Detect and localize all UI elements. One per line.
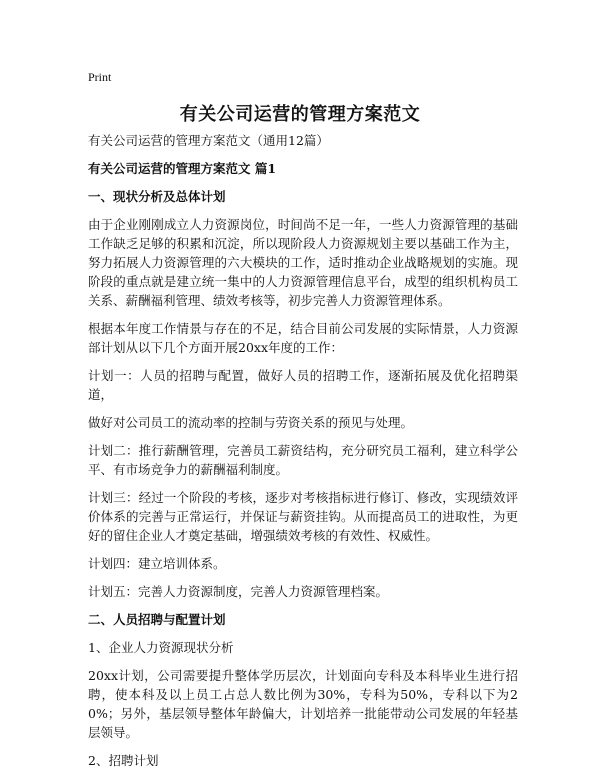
paragraph-3: 计划一：人员的招聘与配置，做好人员的招聘工作，逐渐拓展及优化招聘渠道， <box>88 368 518 402</box>
paragraph-8: 计划五：完善人力资源制度，完善人力资源管理档案。 <box>88 584 389 599</box>
paragraph-9: 1、企业人力资源现状分析 <box>88 640 234 655</box>
paragraph-7: 计划四：建立培训体系。 <box>88 556 226 571</box>
paragraph-10: 20xx计划，公司需要提升整体学历层次，计划面向专科及本科毕业生进行招聘，使本科及以上员工占总人数比例为30%，专科为50%，专科以下为20%；另外，基层领导整体年龄偏大，计划培养一批能带动公司发展的年轻基层领导。 <box>88 668 518 740</box>
intro-line: 有关公司运营的管理方案范文（通用12篇） <box>88 133 329 148</box>
paragraph-2: 根据本年度工作情景与存在的不足，结合目前公司发展的实际情景，人力资源部计划从以下几个方面开展20xx年度的工作： <box>88 321 518 355</box>
paragraph-5: 计划二：推行薪酬管理，完善员工薪资结构，充分研究员工福利，建立科学公平、有市场竞争力的薪酬福利制度。 <box>88 443 518 477</box>
paragraph-1: 由于企业刚刚成立人力资源岗位，时间尚不足一年，一些人力资源管理的基础工作缺乏足够的积累和沉淀，所以现阶段人力资源规划主要以基础工作为主，努力拓展人力资源管理的六大模块的工作，适时推动企业战略规划的实施。现阶段的重点就是建立统一集中的人力资源管理信息平台，成型的组织机构员工关系、薪酬福利管理、绩效考核等，初步完善人力资源管理体系。 <box>88 217 518 308</box>
paragraph-4: 做好对公司员工的流动率的控制与劳资关系的预见与处理。 <box>88 415 414 430</box>
paragraph-6: 计划三：经过一个阶段的考核，逐步对考核指标进行修订、修改，实现绩效评价体系的完善与正常运行，并保证与薪资挂钩。从而提高员工的进取性，为更好的留住企业人才奠定基础，增强绩效考核的有效性、权威性。 <box>88 490 518 543</box>
document-body <box>88 131 518 779</box>
heading-2: 二、人员招聘与配置计划 <box>88 612 226 627</box>
print-label: Print <box>88 70 112 84</box>
document-title: 有关公司运营的管理方案范文 <box>179 104 421 125</box>
section-title: 有关公司运营的管理方案范文 篇1 <box>88 161 277 176</box>
paragraph-11: 2、招聘计划 <box>88 753 159 768</box>
heading-1: 一、现状分析及总体计划 <box>88 189 226 204</box>
